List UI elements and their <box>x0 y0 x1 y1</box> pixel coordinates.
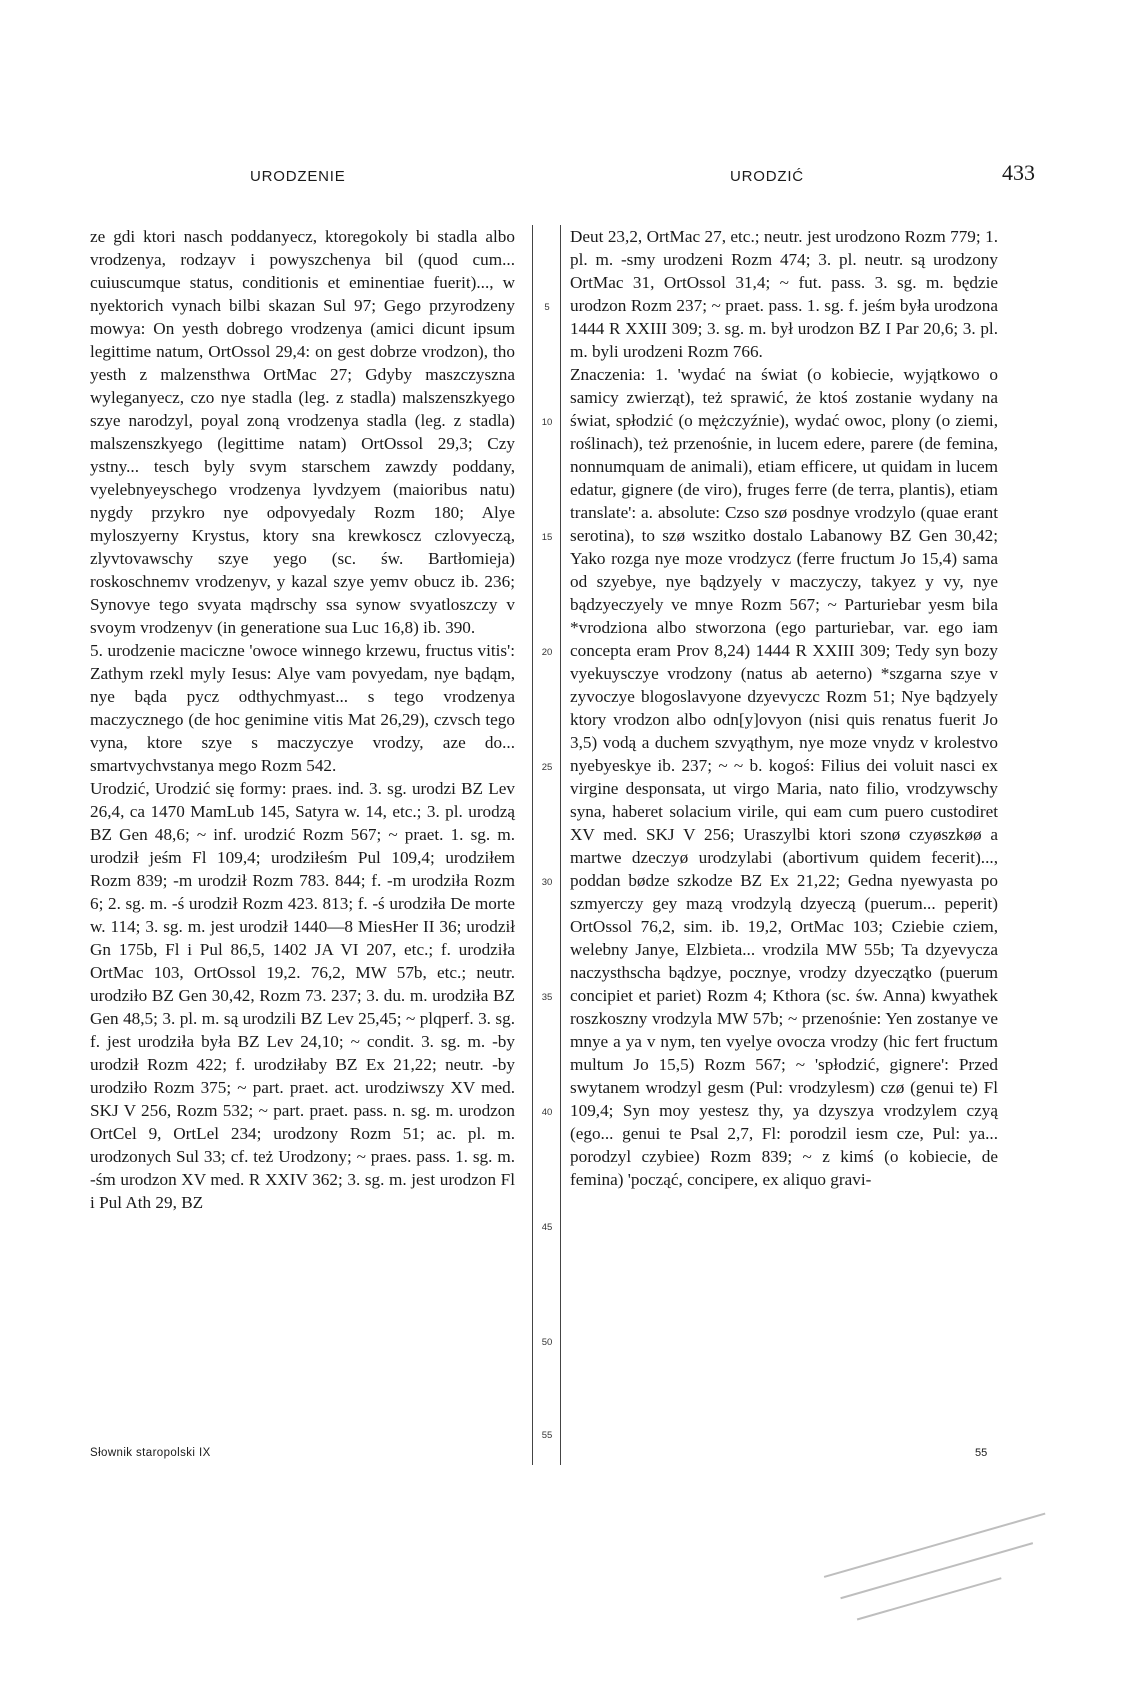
line-number: 20 <box>541 647 553 658</box>
right-column <box>570 225 998 1191</box>
line-number: 30 <box>541 877 553 888</box>
library-stamp <box>809 1485 1102 1675</box>
footer-signature: Słownik staropolski IX <box>90 1447 211 1459</box>
line-number: 50 <box>541 1337 553 1348</box>
line-number: 25 <box>541 762 553 773</box>
page-number: 433 <box>1002 160 1035 185</box>
entry-meanings: Znaczenia: 1. 'wydać na świat (o kobiecie, wyjątkowo o samicy zwierząt), też sprawić, że ktoś zostanie wydany na świat, spłodzić (o mężczyźnie), wydać owoc, plony (o ziemi, roślinach), też przenośnie, in lucem edere, parere (de femina, nonnumquam de animali), etiam efficere, ut quidam in lucem edatur, gignere (de viro), fruges ferre (de terra, plantis), etiam translate': a. absolute: Czso szø posdnye vrodzylo (quae erant serotina), to szø wszitko dostalo Labanowy BZ Gen 30,42; Yako rozga nye moze vrodzycz (ferre fructum Jo 15,4) sama od szyebye, nye bądzyely v maczyczy, takyez y vy, nye bądzyeczyely ve mnye Rozm 567; ~ Parturiebar yesm bila *vrodziona albo stworzona (ego parturiebar, var. ego iam concepta eram Prov 8,24) 1444 R XXIII 309; Tedy syn bozy vyekuysczye vrodzony (natus ab aeterno) *szgarna szye v zyvoczye blogoslavyone dzyevyczc Rozm 51; Nye bądzyely ktory vrodzon albo odn[y]ovyon (nisi quis renatus fuerit Jo 3,5) vodą a duchem szvyąthym, nye moze vnydz v krolestvo nyebyeskye ib. 237; ~ ~ b. kogoś: Filius dei voluit nasci ex virgine desponsata, ut virgo Maria, nato filio, vrodzywschy syna, haberet solacium virile, qui eam cum puero custodiret XV med. SKJ V 256; Uraszylbi ktori szonø czyøszkøø a martwe dzeczyø urodzylabi (abortivum quidem fecerit)..., poddan bødze szkodze BZ Ex 21,22; Gedna nyewyasta po szmyerczy gey mazą vrodzylą dzyeczą (puerum... peperit) OrtOssol 76,2, sim. ib. 19,2, OrtMac 103; Cziebie cziem, welebny Janye, Elzbieta... vrodzila MW 55b; Ta dzyevycza naczysthscha bądzye, pocznye, vrodzy dzyeczątko (puerum concipiet et pariet) Rozm 4; Kthora (sc. św. Anna) kwyathek roszkoszny vrodzyla MW 57b; ~ przenośnie: Yen zostanye ve mnye a ya v nym, ten vyelye ovocza vrodzy (hic fert fructum multum Jo 15,5) Rozm 567; ~ 'spłodzić, gignere': Przed swytanem wrodzyl gesm (Pul: vrodzylesm) czø (genui te) Fl 109,4; Syn moy yestesz thy, ya dzyszya vrodzylem czyą (ego... genui te Psal 2,7, Fl: porodzil iesm cze, Pul: ya... porodzyl czybiee) Rozm 839; ~ z kimś (o kobiecie, de femina) 'począć, concipere, ex aliquo gravi- <box>570 365 998 1189</box>
entry-forms-continued: Deut 23,2, OrtMac 27, etc.; neutr. jest urodzono Rozm 779; 1. pl. m. -smy urodzeni Rozm 474; 3. pl. neutr. są urodzony OrtMac 31, OrtOssol 31,4; ~ fut. pass. 3. sg. m. będzie urodzon Rozm 237; ~ praet. pass. 1. sg. f. jeśm była urodzona 1444 R XXIII 309; 3. sg. m. był urodzon BZ I Par 20,6; 3. pl. m. byli urodzeni Rozm 766. <box>570 227 998 361</box>
entry-urodzic: Urodzić, Urodzić się formy: praes. ind. 3. sg. urodzi BZ Lev 26,4, ca 1470 MamLub 145, Satyra w. 14, etc.; 3. pl. urodzą BZ Gen 48,6; ~ inf. urodzić Rozm 567; ~ praet. 1. sg. m. urodził jeśm Fl 109,4; urodziłeśm Pul 109,4; urodziłem Rozm 839; -m urodził Rozm 783. 844; f. -m urodziła Rozm 6; 2. sg. m. -ś urodził Rozm 423. 813; f. -ś urodziła De morte w. 114; 3. sg. m. jest urodził 1440—8 MiesHer II 36; urodził Gn 175b, Fl i Pul 86,5, 1402 JA VI 207, etc.; f. urodziła OrtMac 103, OrtOssol 19,2. 76,2, MW 57b, etc.; neutr. urodziło BZ Gen 30,42, Rozm 73. 237; 3. du. m. urodziła BZ Gen 48,5; 3. pl. m. są urodzili BZ Lev 25,45; ~ plqperf. 3. sg. f. jest urodziła była BZ Lev 24,10; ~ condit. 3. sg. m. -by urodził Rozm 422; f. urodziłaby BZ Ex 21,22; neutr. -by urodziło Rozm 375; ~ part. praet. act. urodziwszy XV med. SKJ V 256, Rozm 532; ~ part. praet. pass. n. sg. m. urodzon OrtCel 9, OrtLel 234; urodzony Rozm 51; ac. pl. m. urodzonych Sul 33; cf. też Urodzony; ~ praes. pass. 1. sg. m. -śm urodzon XV med. R XXIV 362; 3. sg. m. jest urodzon Fl i Pul Ath 29, BZ <box>90 779 515 1212</box>
column-rule-left <box>532 225 533 1465</box>
line-number: 10 <box>541 417 553 428</box>
footer-sheet-number: 55 <box>975 1447 988 1459</box>
entry-sense-5: 5. urodzenie maciczne 'owoce winnego krzewu, fructus vitis': Zathym rzekl myly Iesus: Alye vam povyedam, nye bądąm, nye bąda pycz odthychmyast... s tego vrodzenya maczycznego (de hoc genimine vitis Mat 26,29), czvsch tego vyna, ktore szye s maczyczye vrodzy, aze do... smartvychvstanya mego Rozm 542. <box>90 641 515 775</box>
line-number: 35 <box>541 992 553 1003</box>
line-number: 5 <box>544 302 550 313</box>
line-number: 45 <box>541 1222 553 1233</box>
column-rule-right <box>560 225 561 1465</box>
running-head-right: URODZIĆ <box>730 168 804 185</box>
left-column <box>90 225 515 1214</box>
running-head-left: URODZENIE <box>250 168 346 185</box>
line-number: 15 <box>541 532 553 543</box>
entry-text: ze gdi ktori nasch poddanyecz, ktoregokoly bi stadla albo vrodzenya, rodzayv i powyszchenya bil (quod cum... cuiuscumque status, conditionis et eminentiae fuerit)..., w nyektorich vynach bilbi skazan Sul 97; Gego przyrodzeny mowya: On yesth dobrego vrodzenya (amici dicunt ipsum legittime natum, OrtOssol 29,4: on gest dobrze vrodzon), tho yesth z malzensthwa OrtMac 27; Gdyby maszczyszna wyleganyecz, czo nye stadla (leg. z stadla) malszenszkyego szye narodzyl, poyal zoną vrodzenya stadla (leg. z stadla) malszenszkyego (legittime natam) OrtOssol 29,3; Czy ystny... tesch byly svym starschem zawzdy poddany, vyelebnyeyschego vrodzenya lyvdzyem (maioribus natu) nygdy przykro nye odpovyedaly Rozm 180; Alye myloszyerny Krystus, ktory sna krewkoscz czlovyeczą, zlyvtovawschy szye yego (sc. św. Bartłomieja) roskoschnemv vrodzenyv, y kazal szye yemv obucz ib. 236; Synovye tego svyata mądrschy ssa synow svyatloszczy v svoym vrodzenyv (in generatione sua Luc 16,8) ib. 390. <box>90 227 515 637</box>
line-number: 55 <box>541 1430 553 1441</box>
line-number: 40 <box>541 1107 553 1118</box>
page-header <box>90 160 1053 190</box>
